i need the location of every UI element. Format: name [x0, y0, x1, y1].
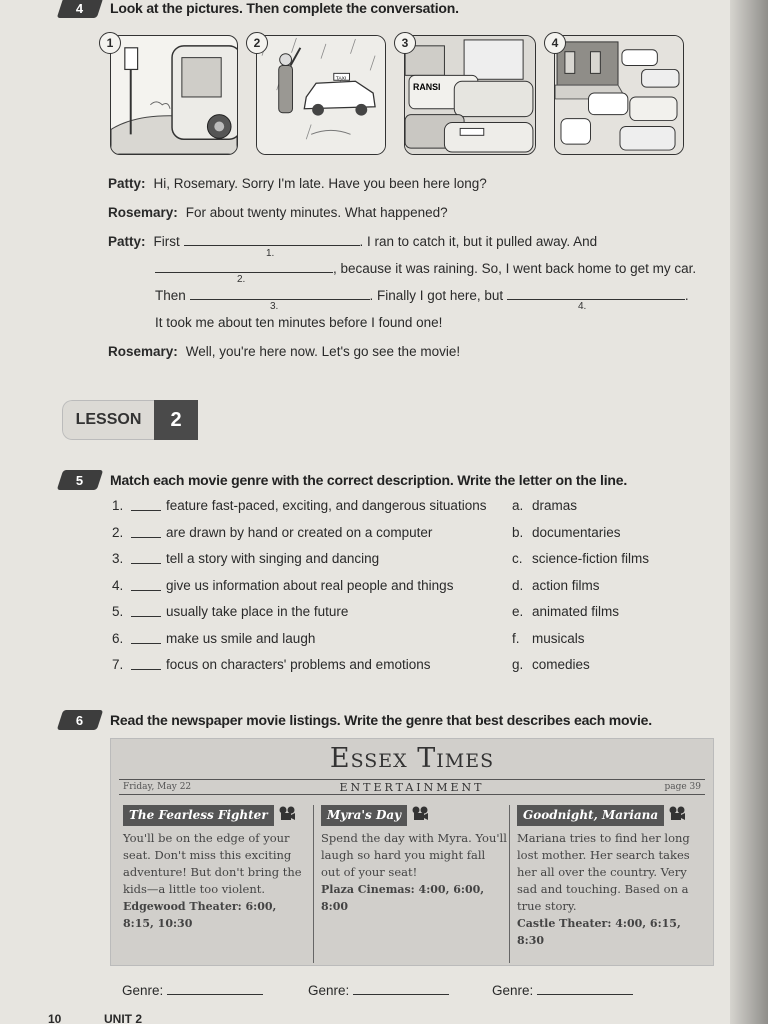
unit-label: UNIT 2 — [104, 1012, 143, 1024]
item-number: 6. — [112, 630, 124, 646]
answer-line[interactable] — [131, 657, 161, 670]
genre-option: documentaries — [532, 524, 621, 540]
genre-answer-3: Genre: — [492, 983, 633, 998]
genre-answer-2: Genre: — [308, 983, 449, 998]
movie-description: You'll be on the edge of your seat. Don't miss this exciting adventure! But don't bring the kids—a little too violent. — [123, 831, 302, 896]
page-edge-shadow — [730, 0, 768, 1024]
lesson-number: 2 — [154, 400, 198, 440]
page-number: 10 — [48, 1012, 62, 1024]
genre-option: science-fiction films — [532, 551, 650, 566]
genre-option: dramas — [532, 498, 578, 513]
picture-number-2: 2 — [246, 32, 268, 54]
newspaper-listings — [110, 738, 714, 966]
conversation-line-7 — [108, 344, 460, 359]
picture-traffic-jam — [404, 35, 536, 155]
lesson-word: LESSON — [62, 400, 154, 440]
newspaper-section: ENTERTAINMENT — [339, 781, 485, 794]
item-number: 2. — [112, 524, 124, 540]
exercise-number-badge: 5 — [57, 470, 103, 490]
speaker-name: Rosemary: — [108, 205, 178, 220]
item-number: 5. — [112, 604, 124, 619]
genre-option: action films — [532, 577, 600, 593]
dialogue-text: For about twenty minutes. What happened? — [185, 205, 448, 220]
column-divider — [509, 805, 510, 963]
blank-number-3: 3. — [270, 301, 279, 312]
answer-line[interactable] — [131, 525, 161, 538]
exercise-4-header — [60, 0, 459, 18]
genre-option: musicals — [532, 630, 585, 646]
newspaper-dateline — [119, 779, 705, 795]
genre-letter: a. — [512, 498, 524, 513]
blank-number-4: 4. — [578, 301, 587, 312]
item-description: are drawn by hand or created on a computer — [166, 524, 433, 540]
picture-rain-taxi — [256, 35, 386, 155]
dialogue-text: , because it was raining. So, I went back home to get my car. — [333, 261, 697, 276]
movie-showtimes: Edgewood Theater: 6:00, 8:15, 10:30 — [123, 900, 277, 930]
picture-number-3: 3 — [394, 32, 416, 54]
answer-line[interactable] — [131, 498, 161, 511]
dialogue-text: . I ran to catch it, but it pulled away. And — [359, 234, 598, 249]
genre-letter: f. — [512, 630, 520, 646]
genre-blank[interactable] — [167, 983, 263, 995]
movie-description: Mariana tries to find her long lost mother. Her search takes her all over the country. Very sad and touching. Based on a true story. — [517, 831, 690, 913]
taxi-sign: TAXI — [335, 76, 347, 82]
speaker-name: Rosemary: — [108, 344, 178, 359]
movie-listing — [321, 805, 507, 963]
newspaper-date: Friday, May 22 — [123, 782, 192, 792]
item-description: usually take place in the future — [166, 604, 349, 619]
film-camera-icon — [278, 806, 296, 827]
movie-listing — [517, 805, 707, 963]
item-description: make us smile and laugh — [166, 630, 316, 646]
item-number: 3. — [112, 551, 124, 566]
picture-bus-stop — [110, 35, 238, 155]
item-number: 1. — [112, 498, 124, 513]
genre-answer-1: Genre: — [122, 983, 263, 998]
conversation-line-3 — [108, 234, 597, 249]
item-number: 4. — [112, 577, 124, 593]
answer-blank-3[interactable] — [190, 288, 370, 300]
conversation-line-5: Then . Finally I got here, but . — [155, 288, 689, 303]
genre-option: animated films — [532, 604, 620, 619]
picture-number-4: 4 — [544, 32, 566, 54]
movie-showtimes: Castle Theater: 4:00, 6:15, 8:30 — [517, 917, 681, 947]
movie-title: Goodnight, Mariana — [517, 805, 664, 826]
item-description: feature fast-paced, exciting, and dangerous situations — [166, 498, 487, 513]
answer-line[interactable] — [131, 578, 161, 591]
dialogue-text: Well, you're here now. Let's go see the movie! — [185, 344, 461, 359]
answer-line[interactable] — [131, 551, 161, 564]
dialogue-text: Then — [155, 288, 186, 303]
answer-line[interactable] — [131, 631, 161, 644]
genre-letter: b. — [512, 524, 524, 540]
movie-title: Myra's Day — [321, 805, 407, 826]
exercise-6-header — [60, 710, 652, 730]
genre-option: comedies — [532, 657, 590, 672]
exercise-instruction: Look at the pictures. Then complete the conversation. — [110, 0, 459, 16]
item-description: focus on characters' problems and emotions — [166, 657, 431, 672]
answer-blank-1[interactable] — [184, 234, 360, 246]
exercise-5-header — [60, 470, 627, 490]
exercise-instruction: Read the newspaper movie listings. Write the genre that best describes each movie. — [110, 712, 652, 728]
film-camera-icon — [668, 806, 686, 827]
blank-number-2: 2. — [237, 274, 246, 285]
movie-showtimes: Plaza Cinemas: 4:00, 6:00, 8:00 — [321, 883, 485, 913]
film-camera-icon — [411, 806, 429, 827]
movie-listing — [123, 805, 307, 963]
exercise-instruction: Match each movie genre with the correct description. Write the letter on the line. — [110, 472, 628, 488]
dialogue-text: It took me about ten minutes before I found one! — [155, 315, 443, 330]
item-description: tell a story with singing and dancing — [166, 551, 380, 566]
answer-line[interactable] — [131, 604, 161, 617]
lesson-banner — [62, 400, 198, 440]
newspaper-page: page 39 — [664, 782, 701, 792]
blank-number-1: 1. — [266, 248, 275, 259]
transit-sign: RANSI — [412, 82, 441, 93]
dialogue-text: . Finally I got here, but — [369, 288, 504, 303]
exercise-number-badge: 6 — [57, 710, 103, 730]
item-number: 7. — [112, 657, 124, 672]
newspaper-title: Essex Times — [329, 743, 495, 774]
conversation-line-1 — [108, 176, 487, 191]
column-divider — [313, 805, 314, 963]
genre-letter: c. — [512, 551, 523, 566]
movie-description: Spend the day with Myra. You'll laugh so hard you might fall out of your seat! — [321, 831, 507, 879]
item-description: give us information about real people and things — [166, 577, 454, 593]
dialogue-text: First — [153, 234, 180, 249]
picture-number-1: 1 — [99, 32, 121, 54]
genre-letter: e. — [512, 604, 524, 619]
genre-letter: d. — [512, 577, 524, 593]
conversation-line-6 — [155, 315, 442, 330]
answer-blank-2[interactable] — [155, 261, 333, 273]
movie-title: The Fearless Fighter — [123, 805, 274, 826]
dialogue-text: Hi, Rosemary. Sorry I'm late. Have you been here long? — [153, 176, 487, 191]
exercise-number-badge: 4 — [57, 0, 103, 18]
genre-blank[interactable] — [353, 983, 449, 995]
genre-letter: g. — [512, 657, 524, 672]
answer-blank-4[interactable] — [507, 288, 685, 300]
genre-blank[interactable] — [537, 983, 633, 995]
speaker-name: Patty: — [108, 234, 146, 249]
conversation-line-2 — [108, 205, 448, 220]
speaker-name: Patty: — [108, 176, 146, 191]
picture-parking-lot — [554, 35, 684, 155]
